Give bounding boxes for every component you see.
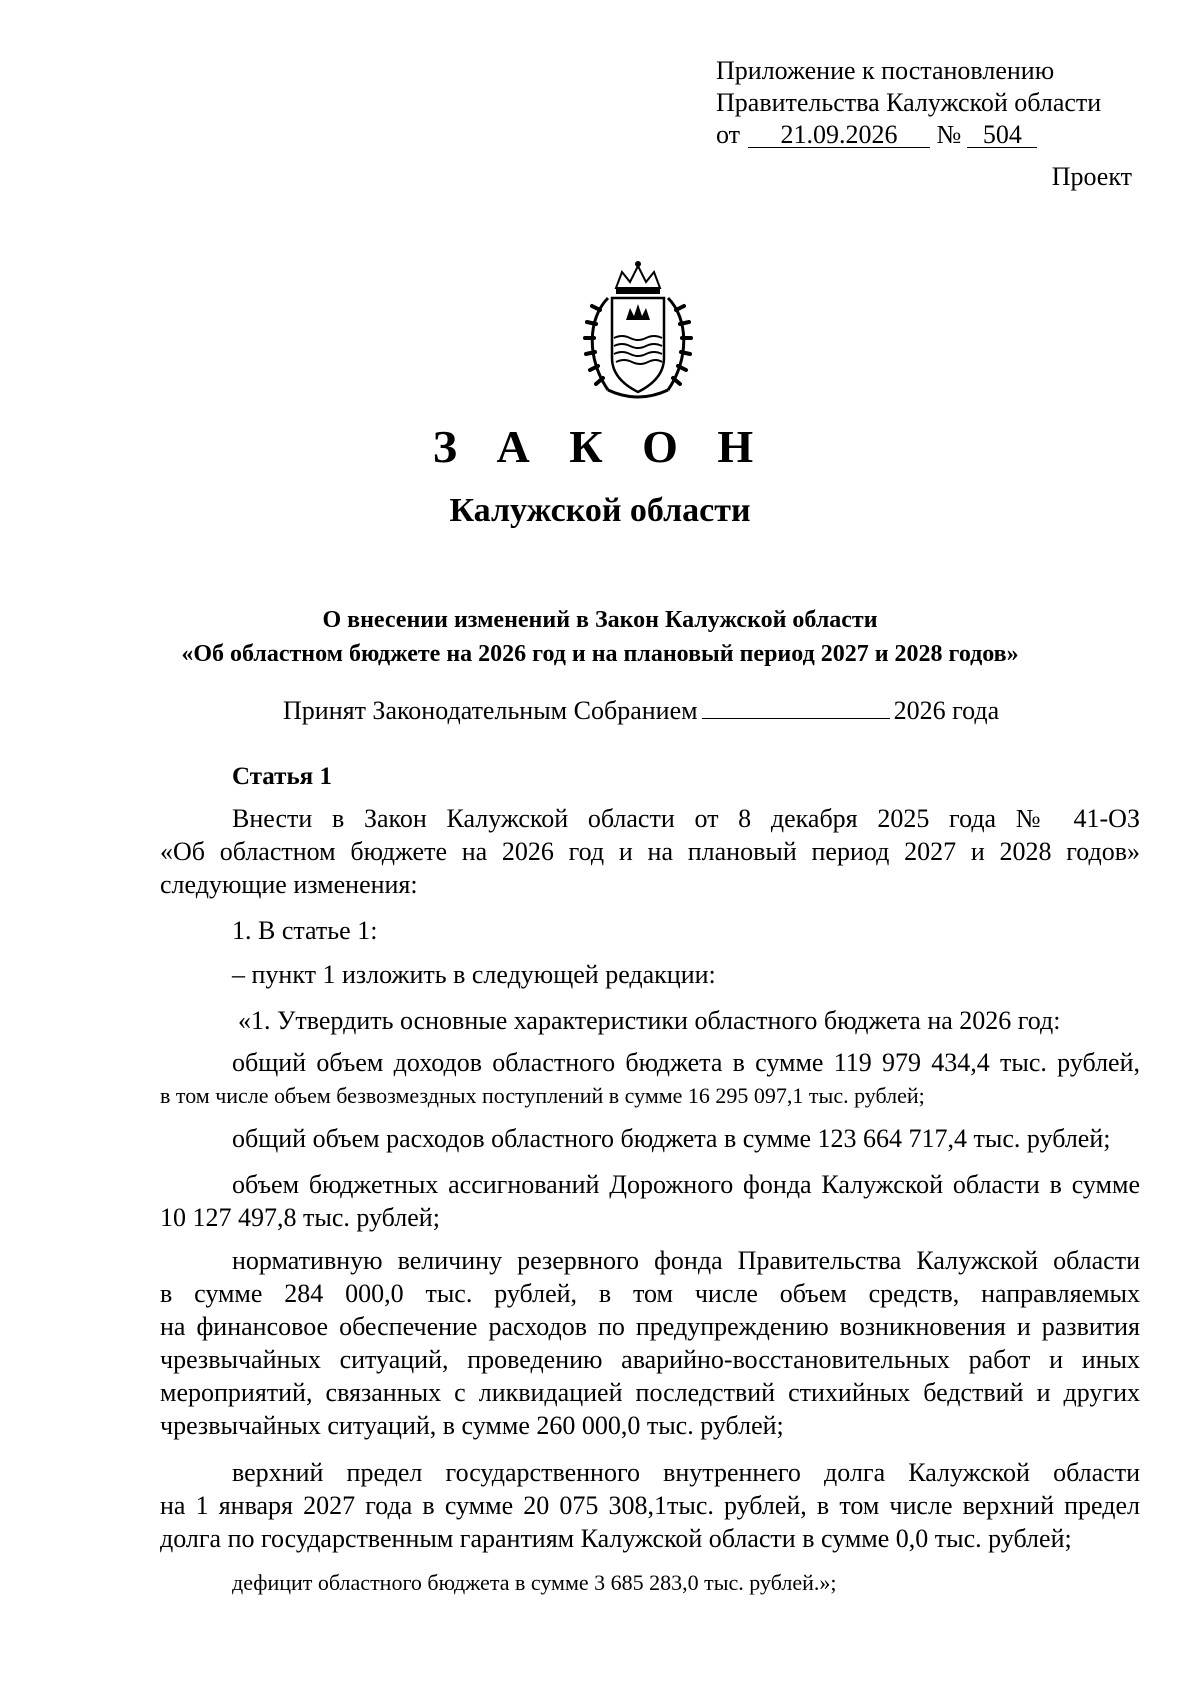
intro-line-1: Внести в Закон Калужской области от 8 декабря 2025 года № 41-ОЗ — [232, 804, 1140, 833]
debt-line-3: долга по государственным гарантиям Калужской области в сумме 0,0 тыс. рублей; — [160, 1524, 1072, 1553]
kaluga-region-coat-of-arms-icon — [578, 258, 698, 408]
law-heading-line-1: О внесении изменений в Закон Калужской области — [322, 607, 878, 633]
attachment-line-2: Правительства Калужской области — [716, 88, 1102, 117]
article-title: Статья 1 — [232, 763, 332, 790]
intro-line-3: следующие изменения: — [160, 870, 418, 899]
reserve-line-4: чрезвычайных ситуаций, проведению аварийно-восстановительных работ и иных — [160, 1345, 1140, 1374]
subitem-text: – пункт 1 изложить в следующей редакции: — [232, 960, 716, 989]
document-subtitle: Калужской области — [449, 492, 751, 529]
item-1 — [160, 914, 1140, 947]
debt-limit-paragraph — [160, 1456, 1140, 1555]
quote-start — [160, 1004, 1140, 1037]
income-line-2: в том числе объем безвозмездных поступлений в сумме 16 295 097,1 тыс. рублей; — [160, 1083, 925, 1108]
deficit-paragraph — [160, 1566, 1140, 1599]
income-line-1: общий объем доходов областного бюджета в сумме 119 979 434,4 тыс. рублей, — [232, 1048, 1140, 1077]
attachment-note — [716, 55, 1101, 151]
law-heading-line-2: «Об областном бюджете на 2026 год и на плановый период 2027 и 2028 годов» — [181, 641, 1019, 667]
subitem — [160, 958, 1140, 991]
expenses-text: общий объем расходов областного бюджета в сумме 123 664 717,4 тыс. рублей; — [232, 1124, 1111, 1153]
deficit-text: дефицит областного бюджета в сумме 3 685 283,0 тыс. рублей.»; — [232, 1570, 837, 1595]
adoption-suffix: 2026 года — [893, 696, 1000, 725]
attachment-line-1: Приложение к постановлению — [716, 56, 1055, 85]
income-paragraph — [160, 1046, 1140, 1112]
debt-line-2: на 1 января 2027 года в сумме 20 075 308,1тыс. рублей, в том числе верхний предел — [160, 1491, 1140, 1520]
item-1-text: 1. В статье 1: — [232, 916, 378, 945]
document-title: З А К О Н — [432, 421, 768, 472]
road-fund-paragraph — [160, 1168, 1140, 1234]
intro-line-2: «Об областном бюджете на 2026 год и на плановый период 2027 и 2028 годов» — [160, 837, 1140, 866]
intro-paragraph — [160, 802, 1140, 901]
adoption-date-blank — [702, 696, 890, 719]
reserve-line-1: нормативную величину резервного фонда Правительства Калужской области — [232, 1246, 1140, 1275]
from-label: от — [716, 120, 741, 149]
adoption-prefix: Принят Законодательным Собранием — [283, 696, 698, 725]
adoption-line — [283, 696, 999, 726]
quote-start-text: «1. Утвердить основные характеристики областного бюджета на 2026 год: — [238, 1006, 1061, 1035]
road-fund-line-1: объем бюджетных ассигнований Дорожного фонда Калужской области в сумме — [232, 1170, 1140, 1199]
debt-line-1: верхний предел государственного внутреннего долга Калужской области — [232, 1458, 1140, 1487]
reserve-line-2: в сумме 284 000,0 тыс. рублей, в том числе объем средств, направляемых — [160, 1279, 1140, 1308]
reserve-fund-paragraph — [160, 1244, 1140, 1442]
resolution-number: 504 — [967, 123, 1037, 148]
number-label: № — [936, 120, 962, 149]
resolution-date: 21.09.2026 — [748, 123, 930, 148]
reserve-line-6: чрезвычайных ситуаций, в сумме 260 000,0 тыс. рублей; — [160, 1411, 784, 1440]
reserve-line-5: мероприятий, связанных с ликвидацией последствий стихийных бедствий и других — [160, 1378, 1140, 1407]
reserve-line-3: на финансовое обеспечение расходов по предупреждению возникновения и развития — [160, 1312, 1140, 1341]
road-fund-line-2: 10 127 497,8 тыс. рублей; — [160, 1203, 440, 1232]
attachment-date-line — [716, 119, 1101, 151]
draft-label: Проект — [1051, 162, 1132, 191]
expenses-paragraph — [160, 1122, 1140, 1155]
